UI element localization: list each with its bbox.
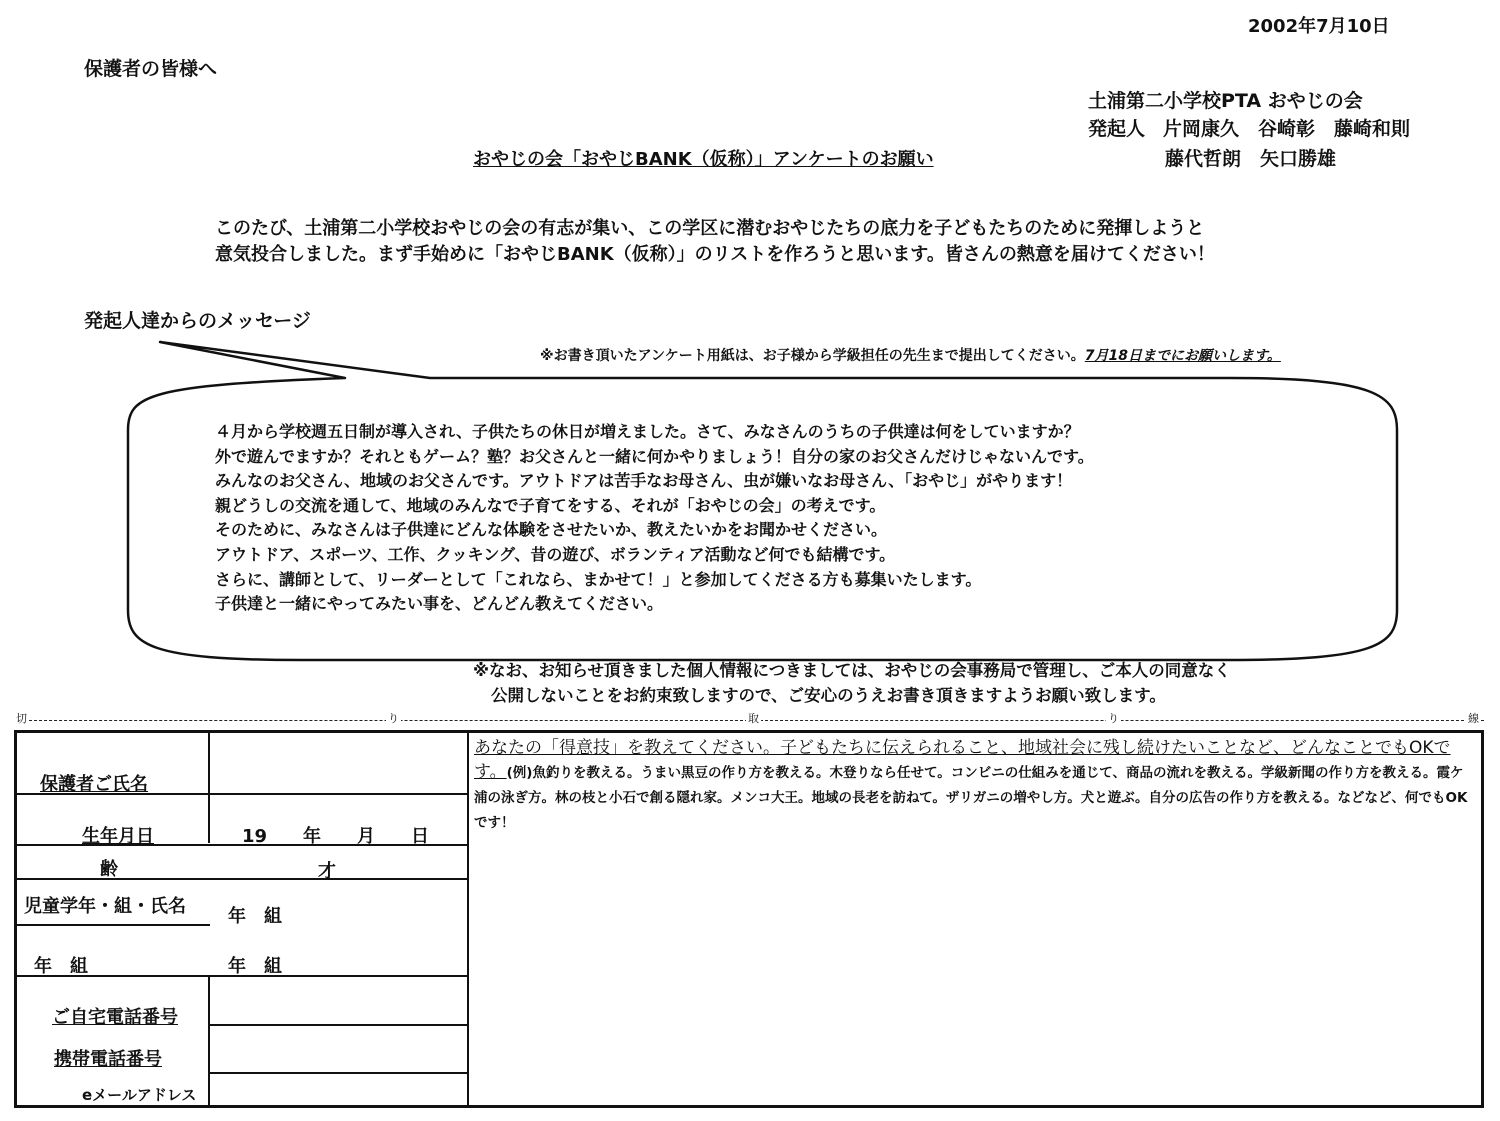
promoters-line-2: 藤代哲朗 矢口勝雄 [1165,148,1337,170]
message-line: アウトドア、スポーツ、工作、クッキング、昔の遊び、ボランティア活動など何でも結構です。 [215,544,896,564]
cut-line-char: 取 [748,712,759,725]
home-phone-field[interactable] [212,978,466,1022]
message-line: さらに、講師として、リーダーとして「これなら、まかせて！」と参加してくださる方も募集いたします。 [215,569,982,589]
answer-prompt-examples: (例)魚釣りを教える。うまい黒豆の作り方を教える。木登りなら任せて。コンビニの仕組みを通じて、商品の流れを教える。学級新聞の作り方を教える。霞ケ浦の泳ぎ方。林の枝と小石で創る隠れ家。メンコ大王。地域の長老を訪ねて。ザリガニの増やし方。犬と遊ぶ。自分の広告の作り方を教える。などなど、何でもOKです！ [474,765,1468,831]
home-phone-label: ご自宅電話番号 [52,1007,178,1028]
form-divider [208,1024,468,1026]
message-line: そのために、みなさんは子供達にどんな体験をさせたいか、教えたいかをお聞かせください。 [215,520,888,540]
message-line: 外で遊んでますか？それともゲーム？塾？お父さんと一緒に何かやりましょう！自分の家のお父さんだけじゃないんです。 [215,446,1094,466]
deadline-text: ※お書き頂いたアンケート用紙は、お子様から学級担任の先生まで提出してください。 [540,348,1085,364]
grade-class-field[interactable]: 年 組 [228,956,282,977]
message-line: ４月から学校週五日制が導入され、子供たちの休日が増えました。さて、みなさんのうちの子供達は何をしていますか？ [215,422,1080,441]
form-divider [467,731,469,1107]
promoters-label: 発起人 [1088,118,1146,140]
form-divider [14,924,210,926]
cut-line-char: 線 [1468,712,1479,725]
email-field[interactable] [212,1075,466,1106]
organization-name: 土浦第二小学校PTA おやじの会 [1088,90,1363,112]
cut-line [14,710,1484,730]
cut-line-char: り [1108,712,1119,725]
form-divider [208,1072,468,1074]
message-line: 親どうしの交流を通して、地域のみんなで子育てをする、それが「おやじの会」の考えです。 [215,495,886,515]
birthdate-label: 生年月日 [82,826,154,847]
privacy-notice [473,658,1231,708]
guardian-name-label: 保護者ご氏名 [40,774,148,795]
message-line: 子供達と一緒にやってみたい事を、どんどん教えてください。 [215,594,664,614]
form-divider [14,878,468,880]
salutation: 保護者の皆様へ [84,58,218,80]
grade-class-left: 年 組 [34,956,88,977]
answer-field[interactable] [470,830,1480,1105]
mobile-label: 携帯電話番号 [54,1049,162,1070]
intro-line: 意気投合しました。まず手始めに「おやじBANK（仮称）」のリストを作ろうと思います。皆さんの熱意を届けてください！ [215,244,1215,265]
form-divider [208,975,210,1107]
age-value[interactable]: 才 [318,861,336,882]
intro-line: このたび、土浦第二小学校おやじの会の有志が集い、この学区に潜むおやじたちの底力を子どもたちのために発揮しようと [215,218,1205,239]
guardian-name-field[interactable] [214,731,466,792]
document-date: 2002年7月10日 [1248,16,1390,37]
promoters-names-1: 片岡康久 谷崎彰 藤崎和則 [1163,118,1411,140]
message-body [215,420,1094,617]
document-title: おやじの会「おやじBANK（仮称）」アンケートのお願い [473,149,934,170]
cut-line-char: 切 [16,712,27,725]
answer-prompt-main: あなたの「得意技」を教えてください。子どもたちに伝えられること、地域社会に残し続けたいことなど、どんなことでもOKです。 [474,738,1451,782]
cut-line-char: り [388,712,399,725]
message-heading: 発起人達からのメッセージ [84,310,311,332]
age-label: 齢 [100,859,118,880]
mobile-field[interactable] [212,1027,466,1070]
email-label: eメールアドレス [82,1086,197,1104]
birthdate-value[interactable]: 19 年 月 日 [242,826,430,847]
privacy-line: ※なお、お知らせ頂きました個人情報につきましては、おやじの会事務局で管理し、ご本人の同意なく [473,661,1231,680]
deadline-date: 7月18日までにお願いします。 [1084,348,1281,364]
form-divider [208,731,210,843]
answer-prompt [474,736,1474,835]
child-label: 児童学年・組・氏名 [24,896,186,917]
message-line: みんなのお父さん、地域のお父さんです。アウトドアは苦手なお母さん、虫が嫌いなお母さん、「おやじ」がやります！ [215,471,1073,491]
grade-class-field[interactable]: 年 組 [228,906,282,927]
privacy-line: 公開しないことをお約束致しますので、ご安心のうえお書き頂きますようお願い致します。 [491,686,1166,705]
